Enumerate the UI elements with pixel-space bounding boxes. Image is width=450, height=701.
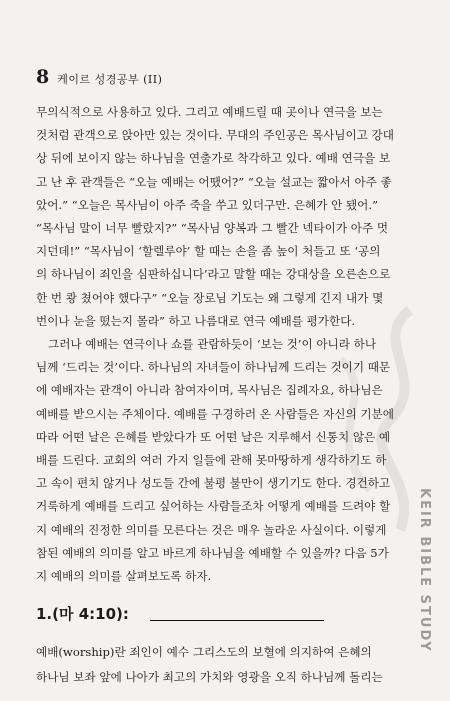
text-line: 예배(worship)란 죄인이 예수 그리스도의 보혈에 의지하여 은혜의 <box>36 645 372 659</box>
section-heading: 1.(마 4:10): <box>36 605 129 623</box>
running-title: 케이르 성경공부 (II) <box>57 73 163 86</box>
heading-rule <box>150 620 324 621</box>
body-text <box>36 101 402 588</box>
page-number: 8 <box>36 66 50 88</box>
text-line: 배를 드린다. 교회의 여러 가지 일들에 관해 못마땅하게 생각하기도 하 <box>36 453 387 468</box>
text-line: 지던데!” “목사님이 ‘할렐루야’ 할 때는 손을 좀 높이 처들고 또 ‘공의 <box>36 244 381 259</box>
text-line: 상 뒤에 보이지 않는 하나님을 연출가로 착각하고 있다. 예배 연극을 보 <box>36 151 391 166</box>
text-line: 한 번 쾅 쳤어야 했다구” “오늘 장로님 기도는 왜 그렇게 긴지 내가 몇 <box>36 290 384 305</box>
text-line: 지 예배의 진정한 의미를 모른다는 것은 매우 놀라운 사실이다. 이렇게 <box>36 522 387 537</box>
text-line: 지 예배의 의미를 살펴보도록 하자. <box>36 569 212 584</box>
text-line: 번이나 눈을 떴는지 몰라” 하고 나름대로 연극 예배를 평가한다. <box>36 313 356 328</box>
text-line: 님께 ‘드리는 것’이다. 하나님의 자녀들이 하나님께 드리는 것이기 때문 <box>36 360 391 375</box>
text-line: 고 난 후 관객들은 “오늘 예배는 어땠어?” “오늘 설교는 짧아서 아주 좋 <box>36 174 392 189</box>
text-line: 것처럼 관객으로 앉아만 있는 것이다. 무대의 주인공은 목사님이고 강대 <box>36 128 394 143</box>
side-watermark <box>414 488 438 678</box>
text-line: 하나님 보좌 앞에 나아가 최고의 가치와 영광을 오직 하나님께 돌리는 <box>36 670 383 684</box>
text-line: 무의식적으로 사용하고 있다. 그리고 예배드릴 때 곳이나 연극을 보는 <box>36 105 383 119</box>
text-line: 고 속이 편치 않거나 성도들 간에 불평 불만이 생기기도 한다. 경건하고 <box>36 476 391 491</box>
text-line: 거룩하게 예배를 드리고 싶어하는 사람들조차 어떻게 예배를 드려야 할 <box>36 499 391 514</box>
text-line: 참된 예배의 의미를 알고 바르게 하나님을 예배할 수 있을까? 다음 5가 <box>36 545 389 560</box>
text-line: 예배를 받으시는 주체이다. 예배를 구경하러 온 사람들은 자신의 기분에 <box>36 406 394 421</box>
text-line: 의 하나님이 죄인을 심판하십니다’라고 말할 때는 강대상을 오른손으로 <box>36 267 391 282</box>
page-header <box>36 66 162 88</box>
text-line: 에 예배자는 관객이 아니라 참여자이며, 목사님은 집례자요, 하나님은 <box>36 383 383 398</box>
text-line: 았어.” “오늘은 목사님이 아주 죽을 쑤고 있더구만. 은혜가 안 됐어.” <box>36 197 378 212</box>
text-line: 따라 어떤 날은 은혜를 받았다가 또 어떤 날은 지루해서 신통치 않은 예 <box>36 429 391 444</box>
text-line: 그러나 예배는 연극이나 쇼를 관람하듯이 ‘보는 것’이 아니라 하나 <box>48 337 377 352</box>
section-text <box>36 640 402 690</box>
watermark-text: KEIR BIBLE STUDY <box>417 488 432 653</box>
text-line: “목사님 말이 너무 빨랐지?” “목사님 양복과 그 빨간 넥타이가 아주 멋 <box>36 221 389 236</box>
